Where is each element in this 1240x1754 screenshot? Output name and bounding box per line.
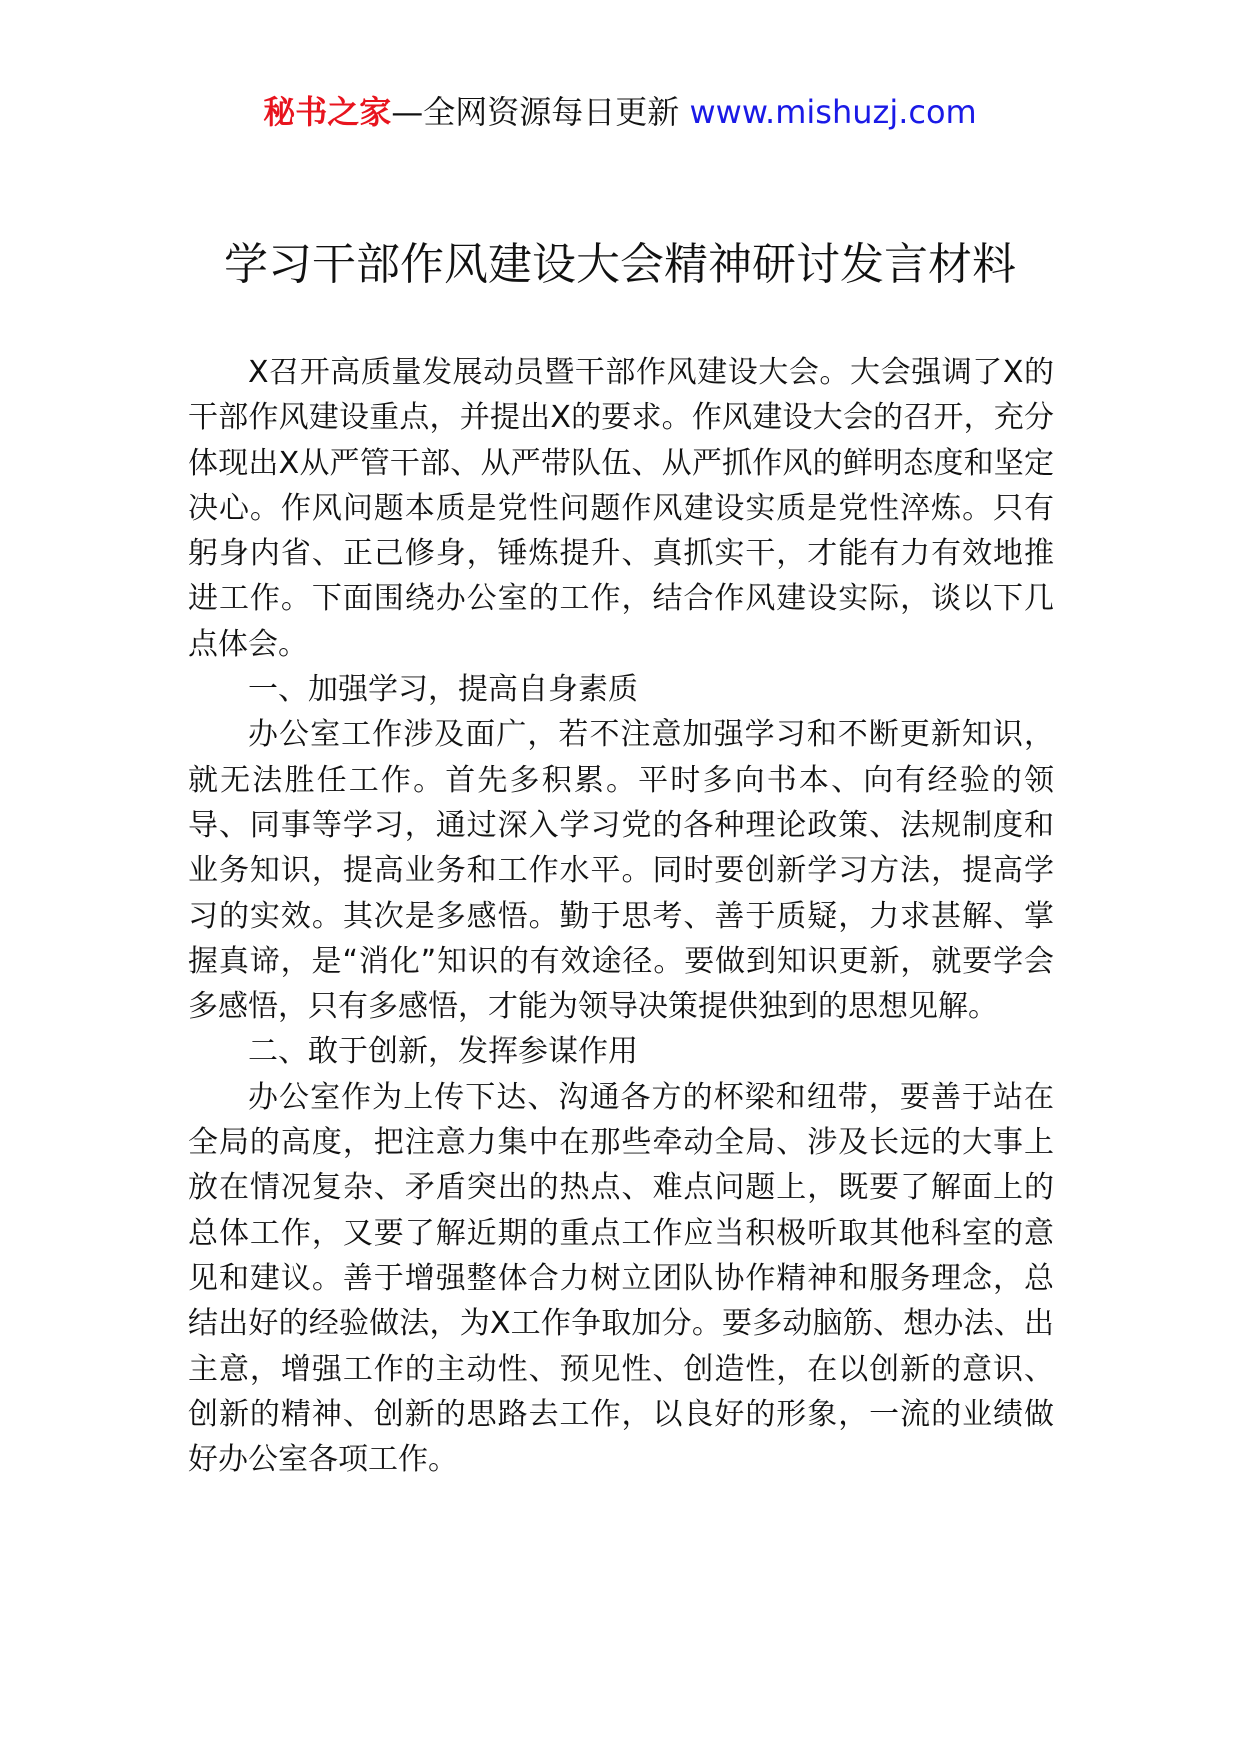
intro-paragraph: X召开高质量发展动员暨干部作风建设大会。大会强调了X的干部作风建设重点，并提出X的要求。作风建设大会的召开，充分体现出X从严管干部、从严带队伍、从严抓作风的鲜明态度和坚定决心。作风问题本质是党性问题作风建设实质是党性淬炼。只有躬身内省、正己修身，锤炼提升、真抓实干，才能有力有效地推进工作。下面围绕办公室的工作，结合作风建设实际，谈以下几点体会。 (188, 355, 1054, 662)
section-paragraph-2: 办公室作为上传下达、沟通各方的杯梁和纽带，要善于站在全局的高度，把注意力集中在那些牵动全局、涉及长远的大事上放在情况复杂、矛盾突出的热点、难点问题上，既要了解面上的总体工作，又要了解近期的重点工作应当积极听取其他科室的意见和建议。善于增强整体合力树立团队协作精神和服务理念，总结出好的经验做法，为X工作争取加分。要多动脑筋、想办法、出主意，增强工作的主动性、预见性、创造性，在以创新的意识、创新的精神、创新的思路去工作，以良好的形象，一流的业绩做好办公室各项工作。 (188, 1079, 1054, 1478)
section-heading-2: 二、敢于创新，发挥参谋作用 (248, 1034, 638, 1070)
section-heading-1: 一、加强学习，提高自身素质 (248, 672, 638, 708)
site-tagline: —全网资源每日更新 (391, 93, 690, 131)
document-body (188, 350, 1054, 1482)
document-title: 学习干部作风建设大会精神研讨发言材料 (224, 239, 1016, 290)
brand-name: 秘书之家 (263, 93, 392, 131)
site-header (0, 92, 1240, 132)
section-paragraph-1: 办公室工作涉及面广，若不注意加强学习和不断更新知识，就无法胜任工作。首先多积累。平时多向书本、向有经验的领导、同事等学习，通过深入学习党的各种理论政策、法规制度和业务知识，提高业务和工作水平。同时要创新学习方法，提高学习的实效。其次是多感悟。勤于思考、善于质疑，力求甚解、掌握真谛，是“消化”知识的有效途径。要做到知识更新，就要学会多感悟，只有多感悟，才能为领导决策提供独到的思想见解。 (188, 717, 1054, 1025)
site-url-link[interactable]: www.mishuzj.com (689, 93, 977, 131)
